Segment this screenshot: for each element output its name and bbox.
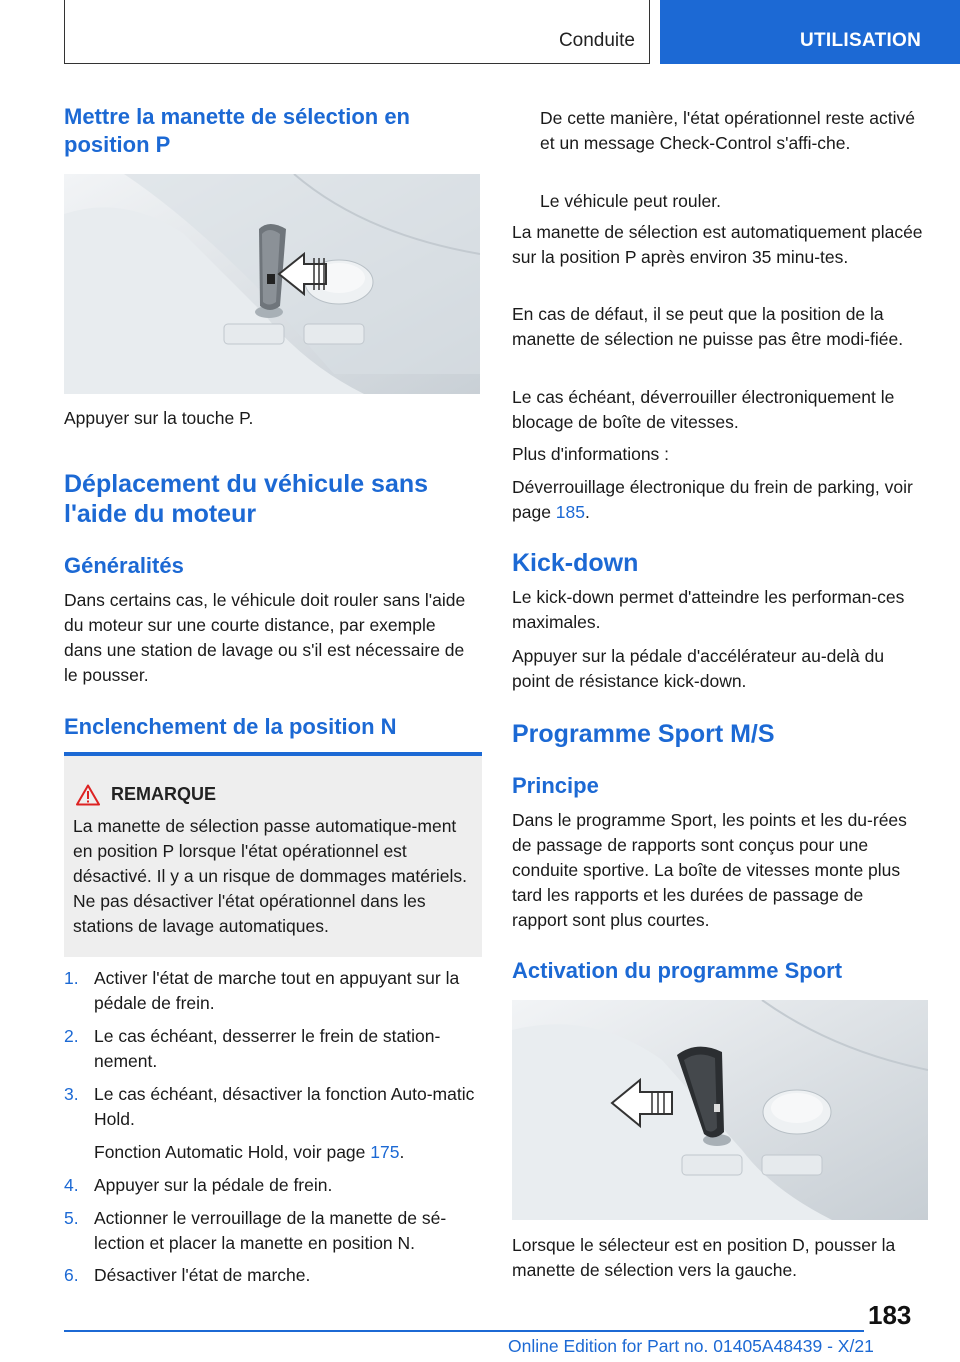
heading-activate-sport: Activation du programme Sport [512, 958, 843, 983]
sport-selector-photo [512, 1000, 928, 1220]
note-box [64, 752, 482, 957]
note-text: La manette de sélection passe automatique-ment en position P lorsque l'état opérationnel est désactivé. Il y a un risque de dommages matériels. Ne pas désactiver l'état opérationnel dans les stations de lavage automatiques. [73, 816, 467, 936]
heading-park: Mettre la manette de sélection en position P [64, 104, 410, 157]
step-number: 4. [64, 1175, 79, 1195]
step-text: Actionner le verrouillage de la manette de sé-lection et placer la manette en position N. [94, 1208, 447, 1253]
park-caption: Appuyer sur la touche P. [64, 408, 254, 428]
defect-text: En cas de défaut, il se peut que la position de la manette de sélection ne puisse pas être modi-fiée. [512, 304, 904, 349]
section-title: Conduite [558, 30, 635, 51]
step-number: 2. [64, 1026, 79, 1046]
park-button-photo [64, 174, 480, 394]
unlock-text: Le cas échéant, déverrouiller électroniquement le blocage de boîte de vitesses. [512, 387, 895, 432]
step-text: Désactiver l'état de marche. [94, 1265, 311, 1285]
header-chapter-tab [660, 0, 960, 64]
step-number: 1. [64, 968, 79, 988]
footer-divider [64, 1330, 864, 1332]
reference-text: Fonction Automatic Hold, voir page [94, 1142, 371, 1162]
reference-end: . [399, 1142, 405, 1162]
step-number: 6. [64, 1265, 79, 1285]
heading-principle: Principe [512, 773, 599, 798]
general-text: Dans certains cas, le véhicule doit rouler sans l'aide du moteur sur une courte distance, par exemple dans une station de lavage ou s'il est nécessaire de le pousser. [64, 590, 466, 685]
page-number: 183 [868, 1300, 912, 1330]
heading-neutral: Enclenchement de la position N [64, 714, 397, 739]
note-title: REMARQUE [111, 784, 217, 804]
header-section-box [64, 0, 650, 64]
vehicle-can-roll-text: Le véhicule peut rouler. [540, 191, 721, 211]
heading-move-without-engine: Déplacement du véhicule sans l'aide du moteur [64, 470, 429, 528]
heading-general: Généralités [64, 553, 184, 578]
heading-kick-down: Kick-down [512, 549, 639, 577]
heading-sport-program: Programme Sport M/S [512, 720, 775, 748]
warning-triangle-icon [76, 784, 100, 811]
chapter-title: UTILISATION [800, 30, 922, 51]
kick-down-text-1: Le kick-down permet d'atteindre les performan-ces maximales. [512, 587, 905, 632]
edition-note: Online Edition for Part no. 01405A48439 - X/21 [508, 1336, 874, 1356]
step-number: 3. [64, 1084, 79, 1104]
step-text: Activer l'état de marche tout en appuyant sur la pédale de frein. [94, 968, 460, 1013]
page-link-175[interactable]: 175 [370, 1142, 400, 1162]
kick-down-text-2: Appuyer sur la pédale d'accélérateur au-delà du point de résistance kick-down. [512, 646, 885, 691]
more-info-label: Plus d'informations : [512, 444, 670, 464]
activate-sport-caption: Lorsque le sélecteur est en position D, pousser la manette de sélection vers la gauche. [512, 1235, 896, 1280]
principle-text: Dans le programme Sport, les points et les du-rées de passage de rapports sont conçus pour une conduite sportive. La boîte de vitesses monte plus tard les rapports et les durées de passage de rapport sont plus courtes. [512, 810, 907, 930]
reference-text: Déverrouillage électronique du frein de parking, voir page [512, 477, 913, 522]
continued-text: De cette manière, l'état opérationnel reste activé et un message Check-Control s'affi-che. [540, 108, 915, 153]
auto-park-text: La manette de sélection est automatiquement placée sur la position P après environ 35 minu-tes. [512, 222, 923, 267]
step-text: Le cas échéant, désactiver la fonction Auto-matic Hold. [94, 1084, 475, 1129]
parking-brake-reference [512, 475, 924, 525]
step-text: Appuyer sur la pédale de frein. [94, 1175, 333, 1195]
page-link-185[interactable]: 185 [555, 502, 585, 522]
step-number: 5. [64, 1208, 79, 1228]
reference-end: . [585, 502, 590, 522]
step-3-reference [94, 1140, 482, 1165]
step-text: Le cas échéant, desserrer le frein de station-nement. [94, 1026, 441, 1071]
